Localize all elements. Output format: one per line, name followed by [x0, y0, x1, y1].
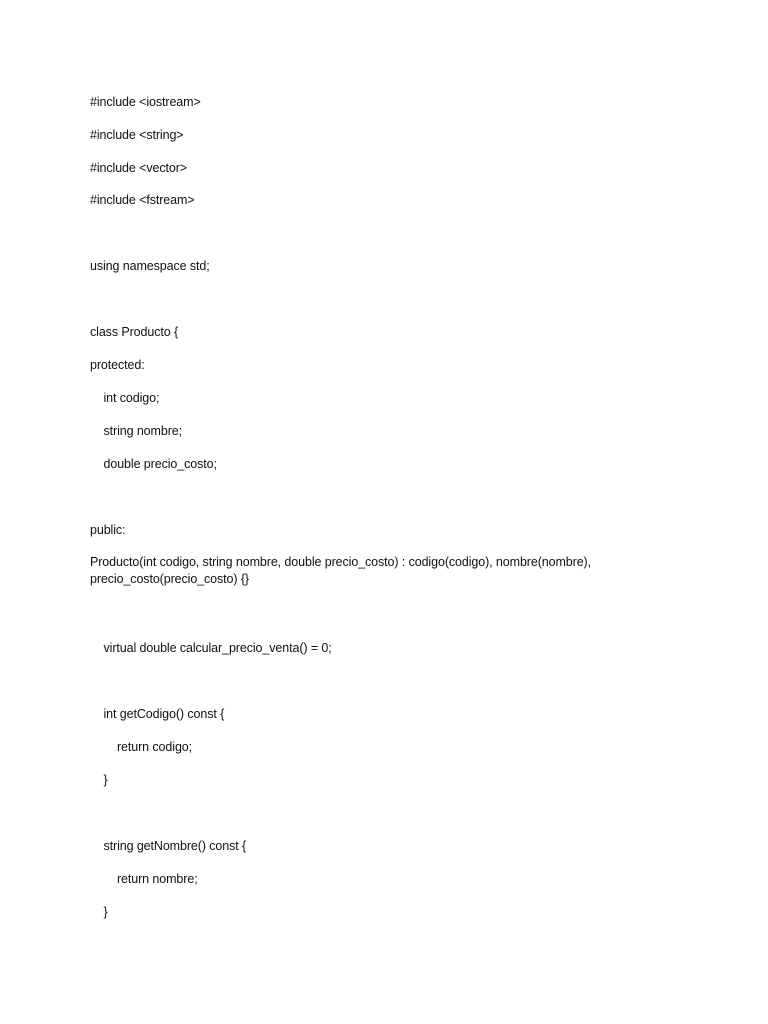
- code-line: string getNombre() const {: [90, 839, 247, 853]
- code-line: }: [90, 773, 108, 787]
- code-line: double precio_costo;: [90, 457, 217, 471]
- code-line: string nombre;: [90, 424, 182, 438]
- code-line: #include <vector>: [90, 161, 187, 175]
- code-line: virtual double calcular_precio_venta() = 0;: [90, 641, 332, 655]
- code-line: int codigo;: [90, 391, 160, 405]
- code-line: return nombre;: [90, 872, 198, 886]
- code-line: protected:: [90, 358, 145, 372]
- code-line: Producto(int codigo, string nombre, double precio_costo) : codigo(codigo), nombre(nombre), precio_costo(precio_costo) {}: [90, 555, 591, 586]
- code-line: return codigo;: [90, 740, 193, 754]
- code-line: class Producto {: [90, 325, 179, 339]
- code-line: int getCodigo() const {: [90, 707, 225, 721]
- code-line: #include <string>: [90, 128, 184, 142]
- code-line: #include <fstream>: [90, 193, 195, 207]
- code-line: using namespace std;: [90, 259, 210, 273]
- code-line: }: [90, 905, 108, 919]
- code-line: public:: [90, 523, 126, 537]
- code-line: #include <iostream>: [90, 95, 201, 109]
